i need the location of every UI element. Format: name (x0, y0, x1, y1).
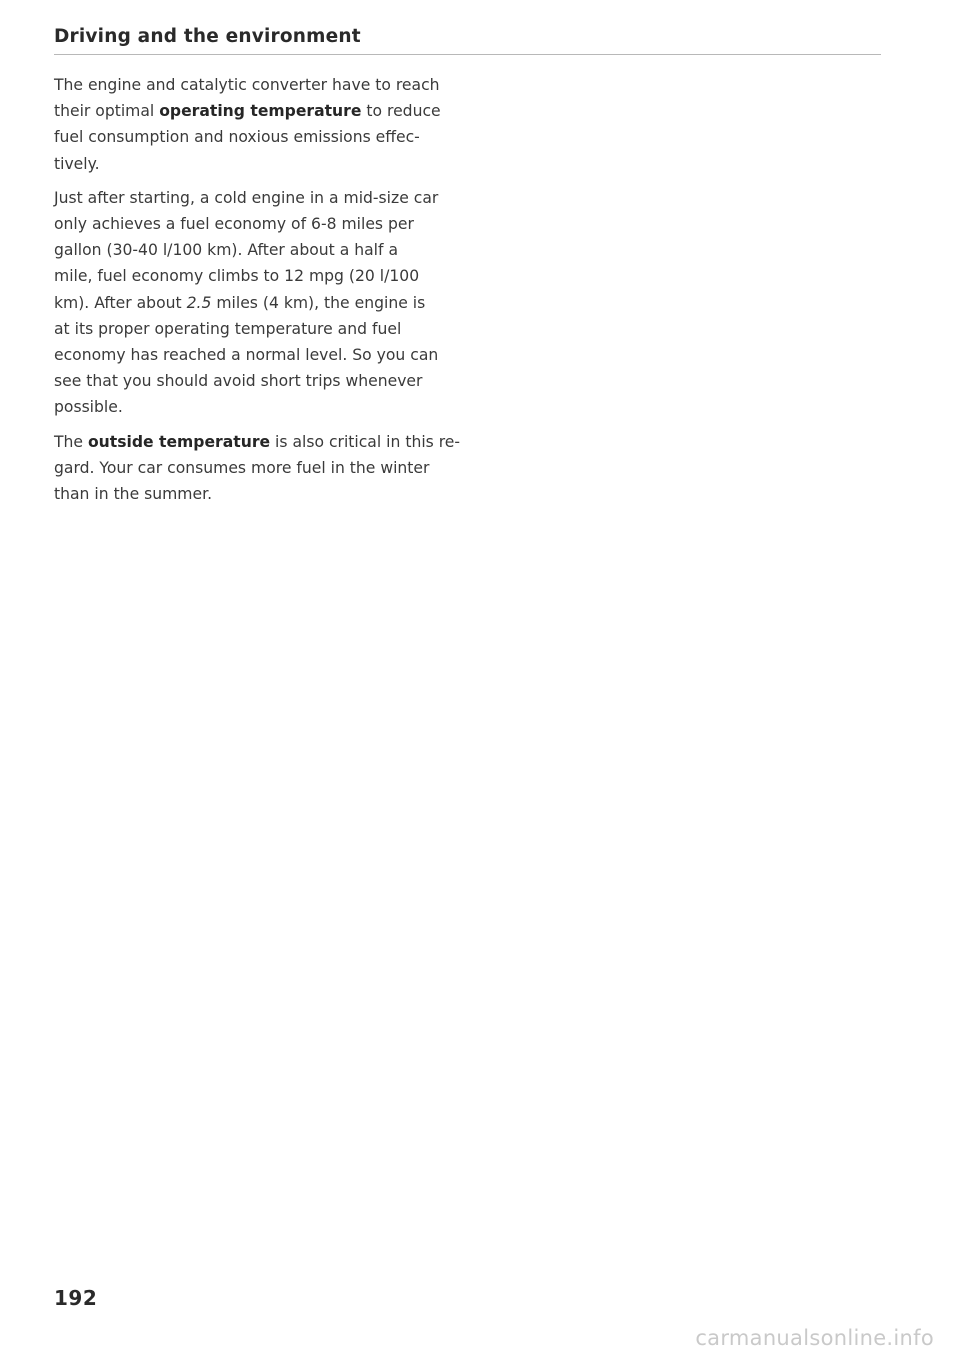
text-line: gard. Your car consumes more fuel in the winter (54, 458, 430, 477)
text-line: than in the summer. (54, 485, 213, 504)
text-line: The outside temperature is also critical in this re- (54, 432, 461, 451)
section-title: Driving and the environment (54, 26, 361, 47)
paragraph-operating-temperature (54, 72, 454, 177)
text-line: economy has reached a normal level. So you can (54, 346, 439, 365)
watermark: carmanualsonline.info (695, 1326, 934, 1350)
text-line: fuel consumption and noxious emissions effec- (54, 128, 420, 147)
page-number: 192 (54, 1286, 98, 1310)
text-line: their optimal operating temperature to reduce (54, 102, 441, 121)
text-line: at its proper operating temperature and fuel (54, 319, 402, 338)
text-line: mile, fuel economy climbs to 12 mpg (20 l/100 (54, 267, 420, 286)
text-line: Just after starting, a cold engine in a mid-size car (54, 188, 439, 207)
text-line: possible. (54, 398, 123, 417)
text-line: see that you should avoid short trips whenever (54, 372, 423, 391)
text-line: only achieves a fuel economy of 6-8 miles per (54, 215, 414, 234)
italic-value: 2.5 (186, 293, 212, 312)
bold-term-operating-temperature: operating temperature (159, 102, 362, 121)
text-line: km). After about 2.5 miles (4 km), the engine is (54, 293, 426, 312)
text-line: The engine and catalytic converter have to reach (54, 76, 440, 94)
text-line: gallon (30-40 l/100 km). After about a half a (54, 241, 399, 260)
paragraph-cold-engine (54, 185, 454, 421)
bold-term-outside-temperature: outside temperature (87, 432, 271, 451)
page-header (54, 24, 881, 55)
text-line: tively. (54, 154, 100, 173)
paragraph-outside-temperature (54, 429, 461, 508)
body-text (54, 72, 461, 515)
